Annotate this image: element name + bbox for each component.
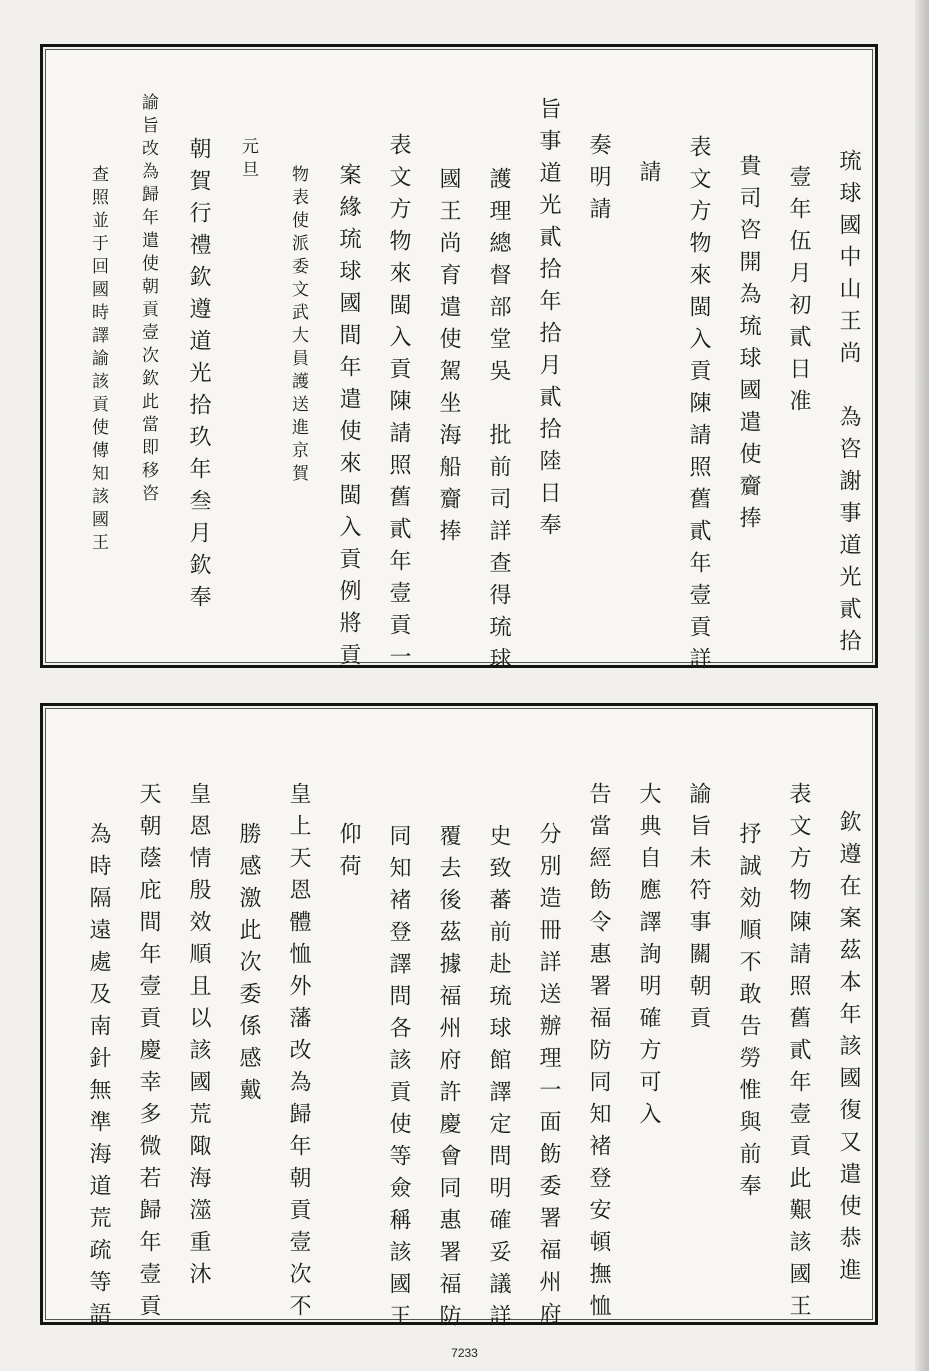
text-column: 琉球國中山王尚 為咨謝事道光貳拾 xyxy=(836,149,861,661)
text-column: 欽遵在案茲本年該國復又遣使恭進 xyxy=(836,810,861,1290)
text-column: 表文方物陳請照舊貳年壹貢此艱該國王 xyxy=(786,782,811,1326)
text-column: 史致蕃前赴琉球館譯定問明確妥議詳 xyxy=(486,824,511,1336)
text-column: 國王尚育遣使駕坐海船齎捧 xyxy=(436,167,461,551)
text-column: 旨事道光貳拾年拾月貳拾陸日奉 xyxy=(536,97,561,545)
text-column: 護理總督部堂吳 批前司詳查得琉球 xyxy=(486,167,511,679)
text-column: 查照並于回國時譯諭該貢使傳知該國王 xyxy=(88,165,108,556)
text-column: 奏明請 xyxy=(586,133,611,229)
page-number: 7233 xyxy=(451,1346,478,1360)
lower-text-panel xyxy=(40,703,878,1336)
text-column: 物表使派委文武大員護送進京賀 xyxy=(288,165,308,487)
text-column: 同知褚登譯問各該貢使等僉稱該國王 xyxy=(386,824,411,1336)
text-column: 貴司咨開為琉球國遣使齎捧 xyxy=(736,154,761,538)
text-column: 告當經飭令惠署福防同知褚登安頓撫恤 xyxy=(586,782,611,1326)
text-column: 諭旨改為歸年遣使朝貢壹次欽此當即移咨 xyxy=(138,93,158,507)
text-column: 請 xyxy=(636,160,661,192)
upper-text-panel xyxy=(40,44,878,679)
text-column: 勝感激此次委係感戴 xyxy=(236,822,261,1110)
text-column: 覆去後茲據福州府許慶會同惠署福防 xyxy=(436,824,461,1336)
text-column: 壹年伍月初貳日准 xyxy=(786,165,811,421)
text-column: 仰荷 xyxy=(336,822,361,886)
text-column: 案緣琉球國間年遣使來閩入貢例將貢 xyxy=(336,163,361,675)
text-column: 皇上天恩體恤外藩改為歸年朝貢壹次不 xyxy=(286,782,311,1326)
text-column: 皇恩情殷效順且以該國荒陬海澨重沐 xyxy=(186,782,211,1294)
text-column: 抒誠効順不敢告勞惟與前奉 xyxy=(736,822,761,1206)
text-column: 分別造冊詳送辦理一面飭委署福州府 xyxy=(536,822,561,1334)
text-column: 為時隔遠處及南針無準海道荒疏等語 xyxy=(86,822,111,1334)
text-column: 諭旨未符事關朝貢 xyxy=(686,782,711,1038)
text-column: 表文方物來閩入貢陳請照舊貳年壹貢詳 xyxy=(686,135,711,679)
text-column: 表文方物來閩入貢陳請照舊貳年壹貢一 xyxy=(386,133,411,677)
text-column: 大典自應譯詢明確方可入 xyxy=(636,782,661,1134)
text-column: 朝賀行禮欽遵道光拾玖年叁月欽奉 xyxy=(186,137,211,617)
text-column: 天朝蔭庇間年壹貢慶幸多微若歸年壹貢 xyxy=(136,782,161,1326)
text-column: 元旦 xyxy=(238,137,258,183)
page-edge-shadow xyxy=(915,0,929,1371)
